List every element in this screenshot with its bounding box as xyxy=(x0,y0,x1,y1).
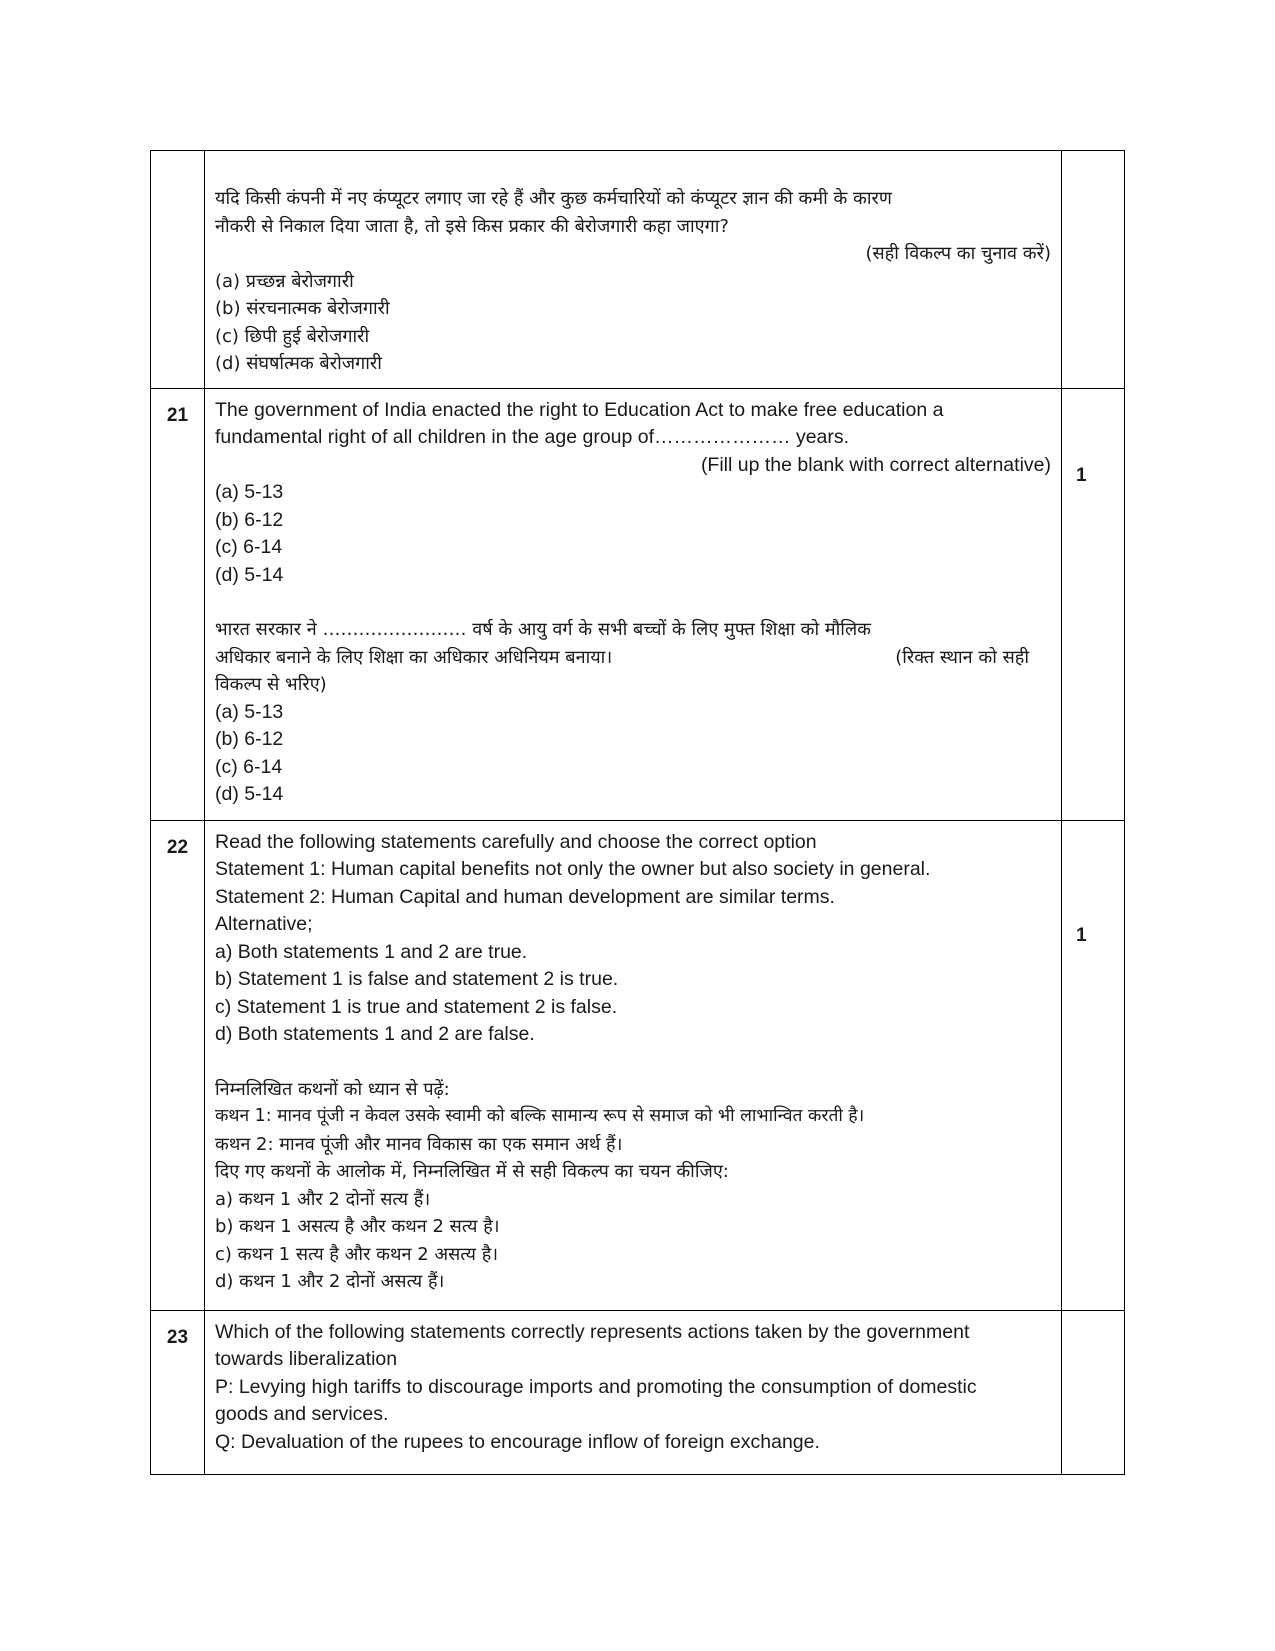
question-text-line: नौकरी से निकाल दिया जाता है, तो इसे किस प्रकार की बेरोजगारी कहा जाएगा? xyxy=(215,215,729,237)
question-content xyxy=(205,151,1062,389)
marks-cell xyxy=(1062,820,1125,1310)
question-instruction-hindi-cont: विकल्प से भरिए) xyxy=(215,674,327,695)
question-text-line: The government of India enacted the right to Education Act to make free education a xyxy=(215,398,944,421)
question-text-line-hindi: निम्नलिखित कथनों को ध्यान से पढ़ें: xyxy=(215,1078,450,1100)
option-c: (c) छिपी हुई बेरोजगारी xyxy=(215,325,370,347)
question-text-line: towards liberalization xyxy=(215,1348,398,1370)
question-content xyxy=(205,820,1062,1310)
option-d: d) Both statements 1 and 2 are false. xyxy=(215,1023,535,1045)
instruction-hindi: दिए गए कथनों के आलोक में, निम्नलिखित में से सही विकल्प का चयन कीजिए: xyxy=(215,1161,729,1182)
question-content xyxy=(205,388,1062,820)
statement-2-hindi: कथन 2: मानव पूंजी और मानव विकास का एक समान अर्थ हैं। xyxy=(215,1133,623,1155)
question-row-23 xyxy=(151,1310,1125,1474)
question-row-21 xyxy=(151,388,1125,820)
marks-value: 1 xyxy=(1076,924,1087,946)
option-b: b) Statement 1 is false and statement 2 is true. xyxy=(215,968,619,990)
option-c-hindi: (c) 6-14 xyxy=(215,755,283,778)
option-a-hindi: (a) 5-13 xyxy=(215,700,284,723)
question-text-line: यदि किसी कंपनी में नए कंप्यूटर लगाए जा रहे हैं और कुछ कर्मचारियों को कंप्यूटर ज्ञान की कमी के कारण xyxy=(215,188,892,209)
option-a: (a) प्रच्छन्न बेरोजगारी xyxy=(215,270,354,292)
option-b-hindi: (b) 6-12 xyxy=(215,728,284,750)
option-b: (b) 6-12 xyxy=(215,508,284,531)
question-row-22 xyxy=(151,820,1125,1310)
question-text-line: Read the following statements carefully and choose the correct option xyxy=(215,830,817,853)
marks-cell xyxy=(1062,388,1125,820)
question-row-20 xyxy=(151,151,1125,389)
question-instruction: (सही विकल्प का चुनाव करें) xyxy=(865,243,1051,264)
statement-p-cont: goods and services. xyxy=(215,1403,389,1425)
statement-1-hindi: कथन 1: मानव पूंजी न केवल उसके स्वामी को बल्कि सामान्य रूप से समाज को भी लाभान्वित करती है। xyxy=(215,1106,865,1126)
question-number xyxy=(151,151,205,389)
question-number: 22 xyxy=(151,820,205,1310)
question-text-line-hindi xyxy=(215,644,1051,672)
question-text-line: fundamental right of all children in the age group of………………… years. xyxy=(215,426,850,448)
question-instruction: (Fill up the blank with correct alternative) xyxy=(700,453,1051,476)
option-b-hindi: b) कथन 1 असत्य है और कथन 2 सत्य है। xyxy=(215,1216,500,1237)
option-a-hindi: a) कथन 1 और 2 दोनों सत्य हैं। xyxy=(215,1188,431,1210)
option-b: (b) संरचनात्मक बेरोजगारी xyxy=(215,298,390,319)
option-d: (d) संघर्षात्मक बेरोजगारी xyxy=(215,353,382,374)
marks-cell xyxy=(1062,151,1125,389)
spacer xyxy=(215,1049,1051,1076)
question-number: 23 xyxy=(151,1310,205,1474)
option-a: (a) 5-13 xyxy=(215,481,284,503)
statement-q: Q: Devaluation of the rupees to encourage inflow of foreign exchange. xyxy=(215,1430,820,1453)
option-d: (d) 5-14 xyxy=(215,563,284,586)
question-text-hindi: अधिकार बनाने के लिए शिक्षा का अधिकार अधिनियम बनाया। xyxy=(215,646,613,668)
marks-cell xyxy=(1062,1310,1125,1474)
option-c-hindi: c) कथन 1 सत्य है और कथन 2 असत्य है। xyxy=(215,1243,499,1265)
statement-p: P: Levying high tariffs to discourage imports and promoting the consumption of domestic xyxy=(215,1375,977,1398)
question-text-line-hindi: भारत सरकार ने …………………… वर्ष के आयु वर्ग के सभी बच्चों के लिए मुफ्त शिक्षा को मौलिक xyxy=(215,619,871,640)
question-number: 21 xyxy=(151,388,205,820)
marks-value: 1 xyxy=(1076,464,1087,486)
option-c: (c) 6-14 xyxy=(215,536,283,558)
option-c: c) Statement 1 is true and statement 2 is false. xyxy=(215,995,618,1018)
statement-2: Statement 2: Human Capital and human development are similar terms. xyxy=(215,885,835,908)
option-d-hindi: (d) 5-14 xyxy=(215,783,284,805)
alternative-label: Alternative; xyxy=(215,913,313,935)
option-d-hindi: d) कथन 1 और 2 दोनों असत्य हैं। xyxy=(215,1271,445,1292)
question-text-line: Which of the following statements correctly represents actions taken by the government xyxy=(215,1320,970,1343)
question-instruction-hindi: (रिक्त स्थान को सही xyxy=(895,646,1029,668)
option-a: a) Both statements 1 and 2 are true. xyxy=(215,940,528,963)
spacer xyxy=(215,589,1051,616)
question-table xyxy=(150,150,1125,1475)
statement-1: Statement 1: Human capital benefits not only the owner but also society in general. xyxy=(215,858,931,880)
question-content xyxy=(205,1310,1062,1474)
